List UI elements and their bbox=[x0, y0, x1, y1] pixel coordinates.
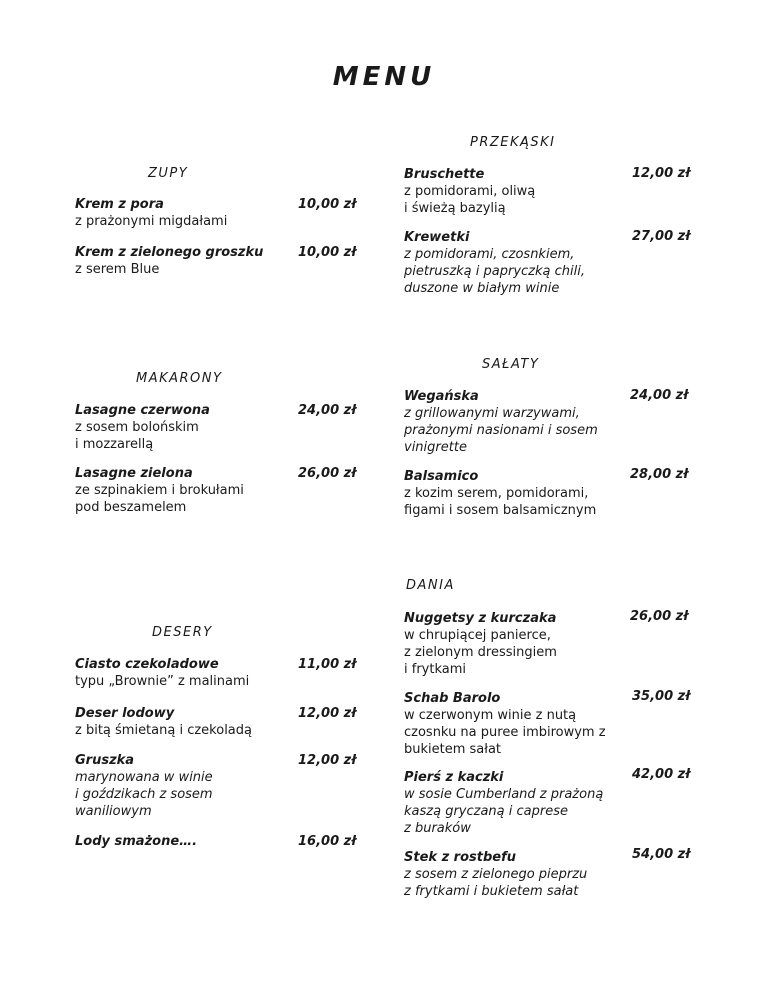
item-description: z pomidorami, oliwą i świeżą bazylią bbox=[404, 184, 536, 216]
section-heading-desery: DESERY bbox=[152, 625, 213, 640]
item-name: Balsamico bbox=[404, 469, 479, 484]
section-heading-salaty: SAŁATY bbox=[482, 357, 540, 372]
item-name: Bruschette bbox=[404, 167, 485, 182]
item-name: Wegańska bbox=[404, 389, 479, 404]
section-heading-zupy: ZUPY bbox=[148, 166, 189, 181]
item-price: 26,00 zł bbox=[298, 466, 357, 481]
item-description: z sosem bolońskim i mozzarellą bbox=[75, 420, 199, 452]
menu-item bbox=[404, 769, 603, 837]
item-price: 27,00 zł bbox=[632, 229, 691, 244]
item-description: z serem Blue bbox=[75, 262, 160, 277]
menu-item bbox=[75, 196, 227, 230]
item-name: Schab Barolo bbox=[404, 691, 501, 706]
item-price: 10,00 zł bbox=[298, 245, 357, 260]
item-description: z bitą śmietaną i czekoladą bbox=[75, 723, 252, 738]
item-description: typu „Brownie” z malinami bbox=[75, 674, 250, 689]
item-price: 12,00 zł bbox=[298, 753, 357, 768]
item-description: z pomidorami, czosnkiem, pietruszką i papryczką chili, duszone w białym winie bbox=[404, 247, 585, 296]
menu-item bbox=[75, 465, 244, 516]
section-heading-makarony: MAKARONY bbox=[136, 371, 223, 386]
item-name: Ciasto czekoladowe bbox=[75, 657, 219, 672]
item-name: Nuggetsy z kurczaka bbox=[404, 611, 557, 626]
item-price: 54,00 zł bbox=[632, 847, 691, 862]
menu-item bbox=[75, 244, 263, 278]
item-name: Stek z rostbefu bbox=[404, 850, 516, 865]
item-price: 12,00 zł bbox=[298, 706, 357, 721]
item-name: Lasagne czerwona bbox=[75, 403, 210, 418]
item-name: Pierś z kaczki bbox=[404, 770, 504, 785]
menu-title: MENU bbox=[332, 62, 436, 92]
item-price: 35,00 zł bbox=[632, 689, 691, 704]
item-description: marynowana w winie i goździkach z sosem waniliowym bbox=[75, 770, 213, 819]
menu-item bbox=[404, 388, 598, 456]
item-name: Krem z zielonego groszku bbox=[75, 245, 264, 260]
menu-item bbox=[404, 166, 535, 217]
menu-item bbox=[404, 690, 606, 758]
item-price: 16,00 zł bbox=[298, 834, 357, 849]
item-description: z grillowanymi warzywami, prażonymi nasionami i sosem vinigrette bbox=[404, 406, 598, 455]
item-description: z sosem z zielonego pieprzu z frytkami i bukietem sałat bbox=[404, 867, 588, 899]
item-price: 12,00 zł bbox=[632, 166, 691, 181]
menu-item bbox=[75, 402, 210, 453]
item-name: Krem z pora bbox=[75, 197, 164, 212]
item-name: Krewetki bbox=[404, 230, 470, 245]
item-price: 26,00 zł bbox=[630, 609, 689, 624]
section-heading-dania: DANIA bbox=[406, 578, 455, 593]
item-price: 24,00 zł bbox=[298, 403, 357, 418]
menu-item bbox=[404, 468, 596, 519]
menu-item bbox=[75, 705, 252, 739]
menu-item bbox=[75, 656, 249, 690]
item-price: 10,00 zł bbox=[298, 197, 357, 212]
item-description: w sosie Cumberland z prażoną kaszą gryczaną i caprese z buraków bbox=[404, 787, 604, 836]
item-description: w chrupiącej panierce, z zielonym dressingiem i frytkami bbox=[404, 628, 557, 677]
item-name: Deser lodowy bbox=[75, 706, 175, 721]
menu-item bbox=[404, 229, 585, 297]
item-description: z prażonymi migdałami bbox=[75, 214, 228, 229]
item-description: z kozim serem, pomidorami, figami i sosem balsamicznym bbox=[404, 486, 597, 518]
section-heading-przekaski: PRZEKĄSKI bbox=[470, 135, 556, 150]
item-price: 42,00 zł bbox=[632, 767, 691, 782]
item-price: 28,00 zł bbox=[630, 467, 689, 482]
item-name: Lody smażone…. bbox=[75, 834, 198, 849]
menu-item bbox=[75, 752, 213, 820]
menu-item bbox=[404, 849, 587, 900]
item-name: Lasagne zielona bbox=[75, 466, 193, 481]
item-description: ze szpinakiem i brokułami pod beszamelem bbox=[75, 483, 244, 515]
item-description: w czerwonym winie z nutą czosnku na puree imbirowym z bukietem sałat bbox=[404, 708, 606, 757]
item-name: Gruszka bbox=[75, 753, 135, 768]
item-price: 11,00 zł bbox=[298, 657, 357, 672]
menu-item bbox=[75, 833, 197, 850]
item-price: 24,00 zł bbox=[630, 388, 689, 403]
menu-item bbox=[404, 610, 557, 678]
